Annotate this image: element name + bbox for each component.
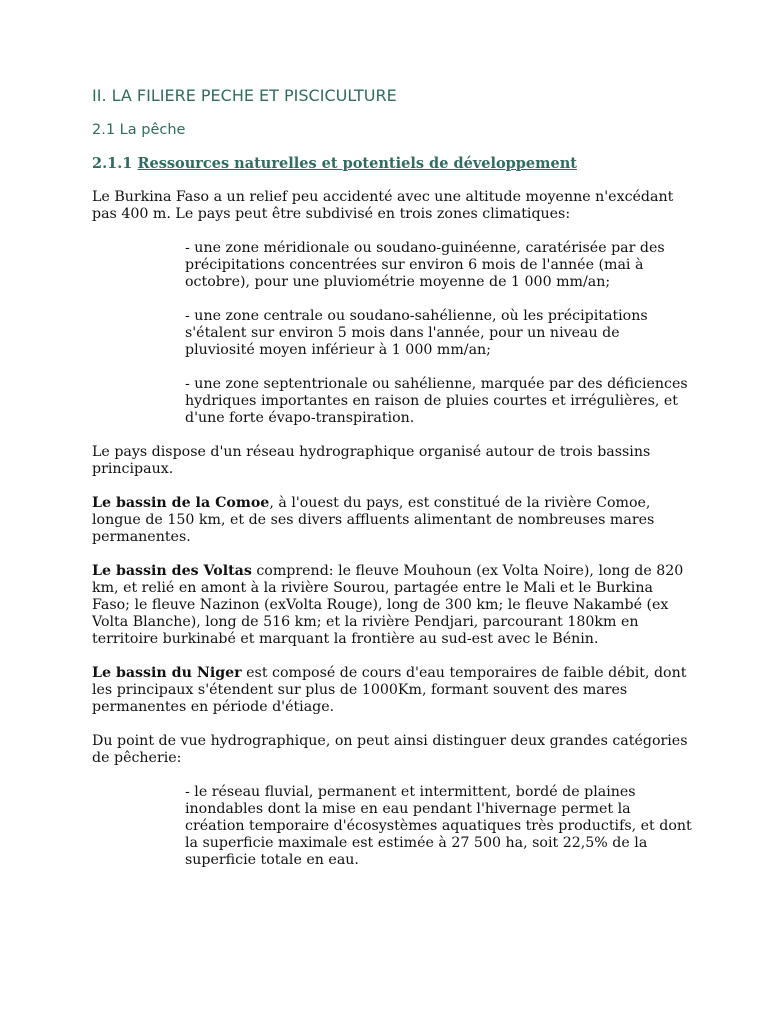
basin-name: Le bassin du Niger bbox=[92, 665, 242, 681]
basin-paragraph-voltas bbox=[92, 563, 692, 648]
subsubsection-number: 2.1.1 bbox=[92, 155, 133, 172]
basin-name: Le bassin des Voltas bbox=[92, 563, 252, 579]
subsubsection-heading bbox=[92, 155, 692, 173]
zone-paragraph-3: - une zone septentrionale ou sahélienne, marquée par des déficiences hydriques importantes en raison de pluies courtes et irrégulières, et d'une forte évapo-transpiration. bbox=[185, 376, 688, 426]
basin-paragraph-comoe bbox=[92, 495, 692, 546]
fishery-intro-paragraph: Du point de vue hydrographique, on peut ainsi distinguer deux grandes catégories de pêcherie: bbox=[92, 733, 688, 766]
basin-text: est composé de cours d'eau temporaires de faible débit, dont les principaux s'étendent sur plus de 1000Km, formant souvent des mares permanentes en période d'étiage. bbox=[92, 665, 687, 715]
zone-paragraph-2: - une zone centrale ou soudano-sahélienne, où les précipitations s'étalent sur environ 5 mois dans l'année, pour un niveau de pluviosité moyen inférieur à 1 000 mm/an; bbox=[185, 308, 648, 358]
intro-paragraph: Le Burkina Faso a un relief peu accidenté avec une altitude moyenne n'excédant pas 400 m. Le pays peut être subdivisé en trois zones climatiques: bbox=[92, 189, 674, 222]
basin-text: , à l'ouest du pays, est constitué de la rivière Comoe, longue de 150 km, et de ses divers affluents alimentant de nombreuses mares permanentes. bbox=[92, 495, 655, 545]
fishery-item-1: - le réseau fluvial, permanent et intermittent, bordé de plaines inondables dont la mise en eau pendant l'hivernage permet la création temporaire d'écosystèmes aquatiques très productifs, et dont la superficie maximale est estimée à 27 500 ha, soit 22,5% de la superficie totale en eau. bbox=[185, 784, 692, 868]
basin-name: Le bassin de la Comoe bbox=[92, 495, 270, 511]
section-heading: II. LA FILIERE PECHE ET PISCICULTURE bbox=[92, 86, 397, 105]
subsection-heading: 2.1 La pêche bbox=[92, 122, 186, 138]
basin-text: comprend: le fleuve Mouhoun (ex Volta Noire), long de 820 km, et relié en amont à la rivière Sourou, partagée entre le Mali et le Burkina Faso; le fleuve Nazinon (exVolta Rouge), long de 300 km; le fleuve Nakambé (ex Volta Blanche), long de 516 km; et la rivière Pendjari, parcourant 180km en territoire burkinabé et marquant la frontière au sud-est avec le Bénin. bbox=[92, 563, 684, 647]
subsubsection-title: Ressources naturelles et potentiels de développement bbox=[137, 155, 577, 172]
zone-paragraph-1: - une zone méridionale ou soudano-guinéenne, caratérisée par des précipitations concentrées sur environ 6 mois de l'année (mai à octobre), pour une pluviométrie moyenne de 1 000 mm/an; bbox=[185, 240, 665, 290]
basin-paragraph-niger bbox=[92, 665, 692, 716]
network-intro-paragraph: Le pays dispose d'un réseau hydrographique organisé autour de trois bassins principaux. bbox=[92, 444, 651, 477]
document-page bbox=[92, 86, 692, 869]
